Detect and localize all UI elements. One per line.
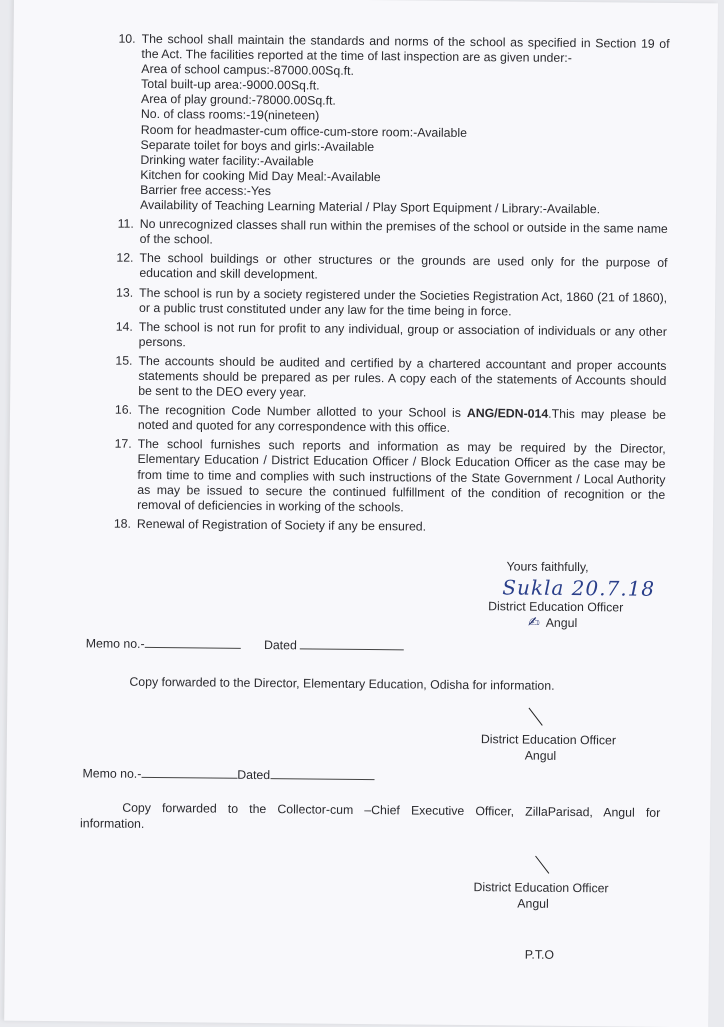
facility-line: Area of play ground:-78000.00Sq.ft.	[140, 92, 336, 109]
signature-block-3: District Education Officer Angul	[473, 880, 609, 911]
facility-line: Barrier free access:-Yes	[140, 182, 271, 199]
date-blank	[300, 637, 404, 650]
memo-line-1: Memo no.- Dated	[86, 635, 405, 653]
facility-line: Drinking water facility:-Available	[140, 152, 314, 169]
signature: Sukla 20.7.18	[502, 575, 656, 601]
copy-forward-2: Copy forwarded to the Collector-cum –Chief Executive Officer, ZillaParisad, Angul for information.	[80, 800, 661, 831]
facility-line: Total built-up area:-9000.00Sq.ft.	[141, 77, 320, 93]
signature-block-2: District Education Officer Angul	[480, 732, 617, 763]
tick-mark-icon	[529, 708, 543, 726]
date-blank	[270, 767, 374, 780]
list-item: 14. The school is not run for profit to any individual, group or association of individuals or any other persons.	[107, 319, 667, 355]
place: Angul	[545, 615, 578, 631]
page-turn-note: P.T.O	[524, 947, 555, 962]
list-item: 11. No unrecognized classes shall run within the premises of the school or outside in the same name of the school.	[108, 217, 668, 253]
item-text: No unrecognized classes shall run within the premises of the school or outside in the same name of the school.	[139, 216, 668, 247]
facility-line: Availability of Teaching Learning Material / Play Sport Equipment / Library:-Available.	[139, 197, 601, 217]
tick-mark-icon	[535, 856, 549, 874]
yours-faithfully: Yours faithfully,	[506, 559, 589, 575]
memo-number-blank	[141, 766, 237, 779]
item-text: The school is not run for profit to any individual, group or association of individuals or any other persons.	[138, 319, 667, 350]
list-item: 18. Renewal of Registration of Society if any be ensured.	[105, 516, 665, 536]
item-text: The school is run by a society registered under the Societies Registration Act, 1860 (21 of 1860), or a public trust constituted under any law for the time being in force.	[138, 285, 668, 319]
list-item: 17. The school furnishes such reports and information as may be required by the Director, Elementary Education / District Education Officer / Block Education Officer as the case may be from time to time and complies with such instructions of the State Government / Local Authority as may be issued to secure the continued fulfillment of the condition of recognition or the removal of deficiencies in working of the schools.	[105, 437, 666, 518]
item-text: The accounts should be audited and certified by a chartered accountant and proper accounts statements should be prepared as per rules. A copy each of the statements of Accounts should be sent to the DEO every year.	[138, 353, 667, 400]
item-text: The school buildings or other structures or the grounds are used only for the purpose of education and skill development.	[139, 251, 668, 282]
initial-mark-icon: ✍	[527, 613, 540, 630]
facility-line: No. of class rooms:-19(nineteen)	[140, 107, 320, 124]
designation: District Education Officer	[488, 599, 624, 615]
list-item: 10. The school shall maintain the standards and norms of the school as specified in Section 19 of the Act. The facilities reported at the time of last inspection are as given under:- Area of school campus:-87000.00Sq.ft. Total built-up area:-9000.00Sq.ft. Area of play ground:-78000.00Sq.ft. No. of class rooms:-19(nineteen) Room for headmaster-cum office-cum-store room:-Available Separate toilet for boys and girls:-Available Drinking water facility:-Available Kitchen for cooking Mid Day Meal:-Available Barrier free access:-Yes Availability of Teaching Learning Material / Play Sport Equipment / Library:-Available.	[118, 31, 670, 217]
recognition-code: ANG/EDN-014	[466, 406, 549, 421]
conditions-list	[105, 32, 670, 541]
list-item: 15. The accounts should be audited and certified by a chartered accountant and proper accounts statements should be prepared as per rules. A copy each of the statements of Accounts should be sent to the DEO every year.	[106, 353, 666, 404]
facility-line: Area of school campus:-87000.00Sq.ft.	[141, 62, 354, 79]
item-text: The school furnishes such reports and information as may be required by the Director, Elementary Education / District Education Officer / Block Education Officer as the case may be from time to time and complies with such instructions of the State Government / Local Authority as may be issued to secure the continued fulfillment of the condition of recognition or the removal of deficiencies in working of the schools.	[137, 437, 666, 515]
facility-line: Separate toilet for boys and girls:-Available	[140, 137, 375, 154]
list-item: 16. The recognition Code Number allotted to your School is ANG/EDN-014.This may please be noted and quoted for any correspondence with this office.	[114, 402, 667, 436]
memo-line-2: Memo no.- Dated	[82, 765, 374, 783]
facility-line: Room for headmaster-cum office-cum-store room:-Available	[140, 122, 468, 140]
memo-number-blank	[145, 636, 241, 649]
list-item: 13. The school is run by a society registered under the Societies Registration Act, 1860 (21 of 1860), or a public trust constituted under any law for the time being in force.	[107, 285, 667, 321]
item-text: Renewal of Registration of Society if any be ensured.	[136, 516, 427, 534]
list-item: 12. The school buildings or other structures or the grounds are used only for the purpose of education and skill development.	[107, 251, 667, 287]
facility-line: Kitchen for cooking Mid Day Meal:-Available	[140, 167, 381, 184]
closing-block	[488, 559, 689, 632]
letter-page	[4, 0, 718, 1027]
item-text: The school shall maintain the standards and norms of the school as specified in Section 19 of the Act. The facilities reported at the time of last inspection are as given under:-	[141, 31, 670, 66]
copy-forward-1: Copy forwarded to the Director, Elementary Education, Odisha for information.	[129, 674, 555, 693]
